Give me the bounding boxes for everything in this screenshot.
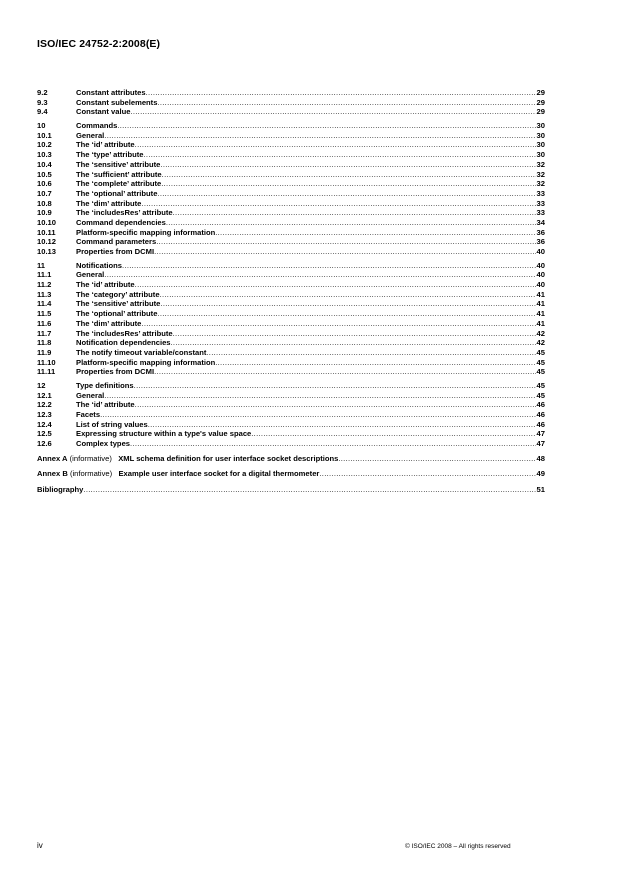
toc-entry-page: 41 xyxy=(536,299,545,309)
toc-entry-page: 41 xyxy=(536,318,545,328)
toc-leader xyxy=(104,270,535,280)
toc-entry-number: 11.7 xyxy=(37,328,52,338)
toc-entry-page: 36 xyxy=(536,227,545,237)
toc-entry[interactable] xyxy=(37,358,545,368)
toc-entry-number: 12.3 xyxy=(37,410,52,419)
toc-entry-title: List of string values xyxy=(76,419,148,429)
toc-entry[interactable] xyxy=(37,391,545,401)
toc-entry-number: 12 xyxy=(37,380,46,390)
toc-entry-number: 10.5 xyxy=(37,169,52,179)
toc-entry-page: 34 xyxy=(536,217,545,227)
toc-entry-page: 29 xyxy=(536,107,545,117)
toc-entry-title: The ‘optional’ attribute xyxy=(76,309,158,319)
toc-entry[interactable] xyxy=(37,107,545,117)
toc-leader xyxy=(338,454,535,464)
toc-leader xyxy=(83,485,535,495)
toc-entry[interactable] xyxy=(37,179,545,189)
toc-entry-number: 11.2 xyxy=(37,280,52,290)
toc-entry-bibliography[interactable] xyxy=(37,485,545,495)
toc-entry[interactable] xyxy=(37,140,545,150)
toc-leader xyxy=(122,261,536,271)
toc-entry[interactable] xyxy=(37,329,545,339)
toc-entry-title: The ‘dim’ attribute xyxy=(76,198,142,208)
toc-entry-number: 9.2 xyxy=(37,88,48,97)
toc-leader xyxy=(162,170,536,180)
toc-leader xyxy=(146,88,536,98)
toc-entry-page: 42 xyxy=(536,338,545,348)
toc-entry[interactable] xyxy=(37,160,545,170)
toc-entry-page: 40 xyxy=(536,260,545,270)
toc-entry[interactable] xyxy=(37,189,545,199)
toc-leader xyxy=(161,179,535,189)
toc-entry-number: 10.9 xyxy=(37,208,52,218)
toc-entry[interactable] xyxy=(37,309,545,319)
toc-leader xyxy=(215,228,535,238)
toc-entry-page: 45 xyxy=(536,357,545,367)
toc-leader xyxy=(166,218,536,228)
toc-entry-title: Command parameters xyxy=(76,237,157,247)
toc-entry-number: 10.13 xyxy=(37,247,57,256)
toc-entry[interactable] xyxy=(37,121,545,131)
toc-leader xyxy=(144,150,536,160)
toc-leader xyxy=(156,237,535,247)
toc-entry-page: 41 xyxy=(536,309,545,319)
toc-entry-number: 10.4 xyxy=(37,159,52,169)
toc-entry[interactable] xyxy=(37,400,545,410)
toc-entry-number: 11.1 xyxy=(37,270,52,280)
toc-entry-title: Constant subelements xyxy=(76,97,158,107)
toc-entry-title: Facets xyxy=(76,410,101,419)
toc-leader xyxy=(157,98,535,108)
toc-entry-page: 30 xyxy=(536,140,545,150)
toc-entry-title: Constant attributes xyxy=(76,88,146,97)
toc-entry-title: The ‘sensitive’ attribute xyxy=(76,159,161,169)
toc-leader xyxy=(157,309,535,319)
toc-entry[interactable] xyxy=(37,261,545,271)
toc-entry-page: 46 xyxy=(536,400,545,410)
toc-entry-page: 40 xyxy=(536,270,545,280)
toc-entry[interactable] xyxy=(37,98,545,108)
toc-entry-title: Expressing structure within a type's value space xyxy=(76,429,252,439)
toc-entry-page: 32 xyxy=(536,179,545,189)
toc-entry-number: 12.1 xyxy=(37,390,52,400)
toc-entry-number: 10.12 xyxy=(37,237,57,247)
toc-entry-number: 11.9 xyxy=(37,347,52,357)
document-header: ISO/IEC 24752-2:2008(E) xyxy=(37,38,161,50)
toc-entry-title: The ‘sensitive’ attribute xyxy=(76,299,161,309)
toc-entry-number: 10.10 xyxy=(37,217,57,227)
toc-leader xyxy=(154,247,535,257)
toc-entry-annex[interactable] xyxy=(37,454,545,464)
toc-entry-number: 10.2 xyxy=(37,140,52,150)
toc-entry-title: Notification dependencies xyxy=(76,338,171,348)
toc-entry[interactable] xyxy=(37,439,545,449)
toc-leader xyxy=(160,290,536,300)
page-number: iv xyxy=(37,841,43,850)
toc-leader xyxy=(157,189,535,199)
toc-entry[interactable] xyxy=(37,270,545,280)
toc-entry-number: 10.3 xyxy=(37,150,52,160)
toc-entry-title: Command dependencies xyxy=(76,217,166,227)
toc-group xyxy=(37,88,545,117)
toc-leader xyxy=(171,338,536,348)
toc-entry-page: 40 xyxy=(536,247,545,256)
toc-entry-page: 30 xyxy=(536,150,545,160)
toc-entry[interactable] xyxy=(37,338,545,348)
toc-leader xyxy=(104,391,535,401)
toc-entry-title: Platform-specific mapping information xyxy=(76,357,216,367)
toc-entry-number: 12.4 xyxy=(37,419,52,429)
toc-entry-page: 48 xyxy=(536,453,545,463)
toc-leader xyxy=(215,358,535,368)
toc-entry-title: The ‘sufficient’ attribute xyxy=(76,169,162,179)
toc-entry-page: 46 xyxy=(536,419,545,429)
toc-entry-annex[interactable] xyxy=(37,469,545,479)
toc-entry[interactable] xyxy=(37,367,545,377)
toc-leader xyxy=(135,400,536,410)
toc-entry-title: The ‘optional’ attribute xyxy=(76,188,158,198)
toc-entry-page: 32 xyxy=(536,159,545,169)
toc-entry-number: 10.8 xyxy=(37,198,52,208)
toc-leader xyxy=(173,329,536,339)
toc-entry-number: 10.6 xyxy=(37,179,52,189)
toc-entry-number: 10 xyxy=(37,121,46,131)
toc-entry-title: The notify timeout variable/constant xyxy=(76,347,207,357)
toc-entry[interactable] xyxy=(37,237,545,247)
toc-entry[interactable] xyxy=(37,88,545,98)
toc-entry[interactable] xyxy=(37,319,545,329)
toc-entry-title: The ‘id’ attribute xyxy=(76,280,135,290)
toc-leader xyxy=(141,319,535,329)
toc-entry-number: 12.5 xyxy=(37,429,52,439)
toc-groups xyxy=(37,88,545,449)
toc-entry-number: 10.7 xyxy=(37,188,52,198)
toc-leader xyxy=(135,280,536,290)
toc-entry-number: 9.4 xyxy=(37,107,48,117)
toc-entry[interactable] xyxy=(37,228,545,238)
toc-entry-number: 12.2 xyxy=(37,400,52,410)
toc-entry-page: 29 xyxy=(536,88,545,97)
toc-annexes xyxy=(37,454,545,479)
toc-entry-page: 45 xyxy=(536,380,545,390)
toc-entry-page: 49 xyxy=(536,469,545,479)
toc-entry[interactable] xyxy=(37,381,545,391)
toc-entry-page: 47 xyxy=(536,439,545,449)
toc-entry-number: 11.10 xyxy=(37,357,56,367)
toc-entry[interactable] xyxy=(37,290,545,300)
annex-qualifier: (informative) xyxy=(69,469,113,479)
toc-entry-page: 45 xyxy=(536,367,545,377)
toc-entry-title: The ‘includesRes’ attribute xyxy=(76,208,173,218)
toc-entry-page: 45 xyxy=(536,390,545,400)
toc-entry-page: 45 xyxy=(536,347,545,357)
table-of-contents xyxy=(37,88,545,495)
toc-leader xyxy=(134,381,536,391)
toc-leader xyxy=(154,367,535,377)
toc-entry-title: Notifications xyxy=(76,260,122,270)
toc-leader xyxy=(173,208,536,218)
toc-entry-number: 11.5 xyxy=(37,309,52,319)
toc-entry-title: Platform-specific mapping information xyxy=(76,227,216,237)
toc-entry-title: The ‘id’ attribute xyxy=(76,400,135,410)
toc-entry-title: Constant value xyxy=(76,107,131,117)
toc-entry-page: 30 xyxy=(536,121,545,131)
toc-leader xyxy=(100,410,535,420)
toc-entry-page: 36 xyxy=(536,237,545,247)
toc-leader xyxy=(141,199,535,209)
toc-entry[interactable] xyxy=(37,247,545,257)
toc-entry-number: 11.4 xyxy=(37,299,52,309)
copyright-notice: © ISO/IEC 2008 – All rights reserved xyxy=(405,843,511,850)
toc-entry-title: The ‘category’ attribute xyxy=(76,289,160,299)
toc-entry-title: The ‘type’ attribute xyxy=(76,150,144,160)
toc-entry-number: 11.8 xyxy=(37,338,52,348)
toc-entry[interactable] xyxy=(37,170,545,180)
toc-entry-page: 41 xyxy=(536,289,545,299)
toc-entry-page: 51 xyxy=(536,485,545,495)
toc-entry-title: The ‘includesRes’ attribute xyxy=(76,328,173,338)
toc-entry-number: 11.11 xyxy=(37,367,56,377)
toc-entry[interactable] xyxy=(37,131,545,141)
toc-leader xyxy=(251,429,535,439)
toc-entry[interactable] xyxy=(37,150,545,160)
toc-entry-page: 29 xyxy=(536,97,545,107)
toc-entry-title: Bibliography xyxy=(37,485,84,495)
toc-entry-page: 30 xyxy=(536,130,545,140)
toc-entry-title: XML schema definition for user interface socket descriptions xyxy=(118,453,339,463)
toc-leader xyxy=(206,348,535,358)
toc-entry-number: 11 xyxy=(37,260,46,270)
toc-group xyxy=(37,261,545,377)
toc-leader xyxy=(148,420,536,430)
toc-entry[interactable] xyxy=(37,429,545,439)
toc-group xyxy=(37,121,545,257)
annex-label: Annex B xyxy=(37,469,68,479)
toc-leader xyxy=(135,140,536,150)
toc-entry[interactable] xyxy=(37,218,545,228)
toc-entry-page: 33 xyxy=(536,188,545,198)
toc-entry-number: 10.11 xyxy=(37,227,56,237)
toc-entry-title: The ‘dim’ attribute xyxy=(76,318,142,328)
toc-entry-page: 42 xyxy=(536,328,545,338)
toc-entry-title: The ‘complete’ attribute xyxy=(76,179,162,189)
toc-leader xyxy=(160,299,535,309)
toc-entry-page: 47 xyxy=(536,429,545,439)
annex-label: Annex A xyxy=(37,453,68,463)
toc-entry[interactable] xyxy=(37,299,545,309)
toc-entry-title: General xyxy=(76,130,105,140)
toc-entry-page: 32 xyxy=(536,169,545,179)
toc-entry-title: Example user interface socket for a digital thermometer xyxy=(118,469,320,479)
toc-entry-title: General xyxy=(76,270,105,280)
toc-entry-number: 10.1 xyxy=(37,130,52,140)
toc-leader xyxy=(319,469,535,479)
toc-entry[interactable] xyxy=(37,208,545,218)
toc-entry-page: 33 xyxy=(536,198,545,208)
toc-group xyxy=(37,381,545,449)
toc-leader xyxy=(117,121,535,131)
toc-entry-title: Complex types xyxy=(76,439,131,449)
toc-entry-number: 9.3 xyxy=(37,97,48,107)
toc-entry-page: 40 xyxy=(536,280,545,290)
toc-leader xyxy=(130,107,535,117)
toc-entry-page: 46 xyxy=(536,410,545,419)
toc-entry-title: The ‘id’ attribute xyxy=(76,140,135,150)
toc-entry[interactable] xyxy=(37,280,545,290)
toc-leader xyxy=(130,439,536,449)
toc-entry[interactable] xyxy=(37,348,545,358)
toc-entry-title: Properties from DCMI xyxy=(76,247,155,256)
toc-entry-number: 12.6 xyxy=(37,439,52,449)
toc-entry[interactable] xyxy=(37,199,545,209)
toc-entry-number: 11.3 xyxy=(37,289,52,299)
toc-entry-page: 33 xyxy=(536,208,545,218)
toc-entry-title: General xyxy=(76,390,105,400)
toc-entry-number: 11.6 xyxy=(37,318,52,328)
toc-leader xyxy=(160,160,535,170)
toc-entry-title: Properties from DCMI xyxy=(76,367,155,377)
toc-leader xyxy=(104,131,535,141)
annex-qualifier: (informative) xyxy=(69,453,112,463)
toc-entry[interactable] xyxy=(37,420,545,430)
toc-entry-title: Type definitions xyxy=(76,380,134,390)
toc-entry[interactable] xyxy=(37,410,545,420)
toc-entry-title: Commands xyxy=(76,121,118,131)
